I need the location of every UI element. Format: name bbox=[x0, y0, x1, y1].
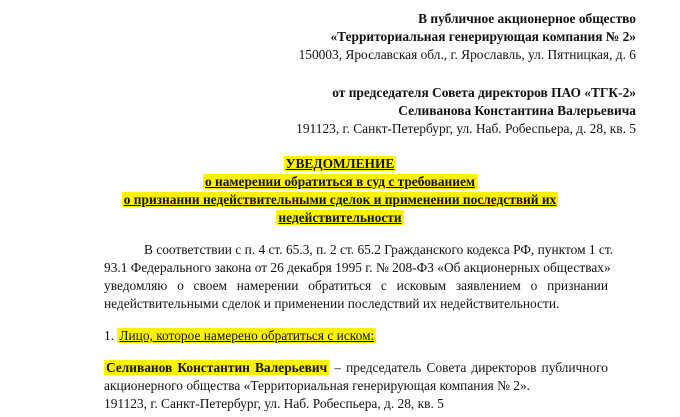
title-sub-3: недействительности bbox=[278, 210, 402, 225]
title-sub-1-row bbox=[0, 173, 680, 190]
sender-name: Селиванова Константина Валерьевича bbox=[398, 103, 636, 118]
title-sub-1: о намерении обратиться в суд с требованием bbox=[204, 174, 476, 189]
section-1-person-desc-2: акционерного общества «Территориальная генерирующая компания № 2». bbox=[104, 378, 530, 393]
sender-address: 191123, г. Санкт-Петербург, ул. Наб. Робеспьера, д. 28, кв. 5 bbox=[296, 121, 636, 136]
body-p1-line-3: уведомляю о своем намерении обратиться с исковым заявлением о признании bbox=[104, 278, 608, 293]
body-p1-line-1: В соответствии с п. 4 ст. 65.3, п. 2 ст. 65.2 Гражданского кодекса РФ, пунктом 1 ст. bbox=[144, 242, 614, 257]
section-1-heading: Лицо, которое намерено обратиться с иском: bbox=[119, 328, 375, 343]
section-1-person-line-1 bbox=[104, 359, 608, 376]
sender-line-1: от председателя Совета директоров ПАО «ТГК-2» bbox=[332, 85, 636, 100]
addressee-address: 150003, Ярославская обл., г. Ярославль, ул. Пятницкая, д. 6 bbox=[298, 47, 636, 62]
section-1-person-name: Селиванов Константин Валерьевич bbox=[106, 360, 328, 375]
title-heading: УВЕДОМЛЕНИЕ bbox=[285, 156, 395, 171]
section-1-person-address: 191123, г. Санкт-Петербург, ул. Наб. Робеспьера, д. 28, кв. 5 bbox=[104, 396, 444, 411]
title-sub-2: о признании недействительными сделок и применении последствий их bbox=[123, 192, 557, 207]
body-p1-line-2: 93.1 Федерального закона от 26 декабря 1995 г. № 208-ФЗ «Об акционерных обществах» bbox=[104, 260, 611, 275]
addressee-line-1: В публичное акционерное общество bbox=[418, 11, 636, 26]
section-1-number: 1. bbox=[104, 328, 115, 343]
body-p1-line-4: недействительными сделок и применении последствий их недействительности. bbox=[104, 296, 560, 311]
title-heading-row bbox=[0, 155, 680, 172]
section-1-person-desc-1: – председатель Совета директоров публичного bbox=[334, 360, 608, 375]
addressee-line-2: «Территориальная генерирующая компания № 2» bbox=[330, 29, 636, 44]
title-sub-3-row bbox=[0, 209, 680, 226]
title-sub-2-row bbox=[0, 191, 680, 208]
section-1-heading-row bbox=[104, 327, 376, 344]
